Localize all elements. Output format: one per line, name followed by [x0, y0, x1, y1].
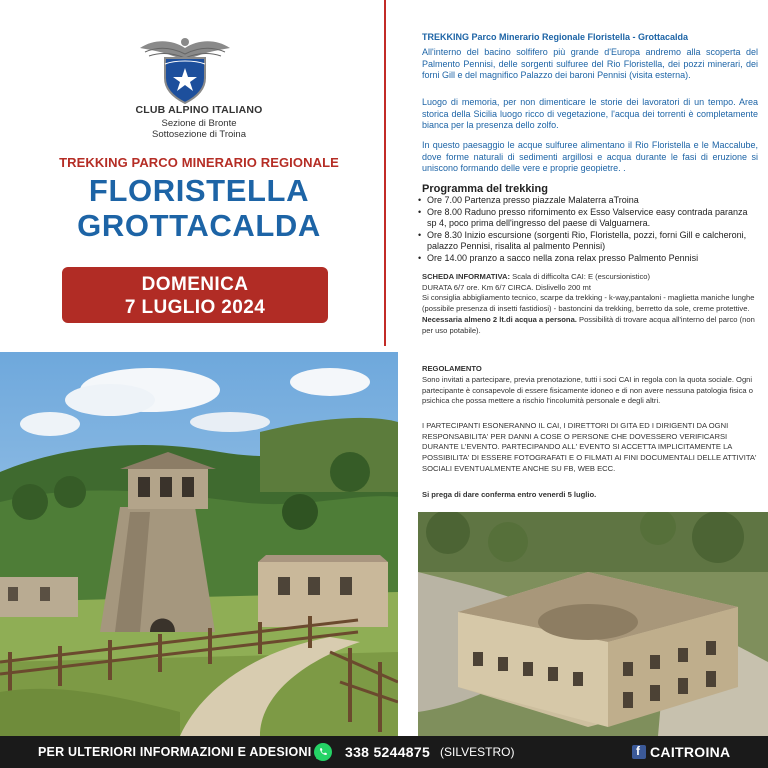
- program-item: • Ore 8.30 Inizio escursione (sorgenti Rio, Floristella, pozzi, forni Gill e calcheroni, palazzo Pennisi, risalita al palmento Pennisi): [418, 230, 758, 253]
- rules-disclaimer: I PARTECIPANTI ESONERANNO IL CAI, I DIRETTORI DI GITA ED I DIRIGENTI DA OGNI RESPONSABILITA' PER DANNI A COSE O PERSONE CHE DOVESSERO VERIFICARSI DURANTE L'EVENTO. PARTECIPANDO ALL' EVENTO SI ACCETTA IMPLICITAMENTE LA POSSIBILITA' DI ESSERE FOTOGRAFATI E O FILMATI AI FINI DOCUMENTALI DELLE ATTIVITA' SOCIALI EVENTUALMENTE ANCHE SU FB, WEB ECC.: [422, 421, 757, 473]
- info-sheet-equipment: Si consiglia abbigliamento tecnico, scarpe da trekking - k-way,pantaloni - maglietta maniche lunghe (possibile presenza di insetti fastidiosi) - bastoncini da trekking, berretto da sole, creme protettive.: [422, 293, 755, 314]
- event-subtitle: TREKKING PARCO MINERARIO REGIONALE: [59, 155, 339, 170]
- tower-photo: [0, 352, 398, 736]
- footer-contact-name: (SILVESTRO): [440, 745, 515, 759]
- event-title-line2: GROTTACALDA: [77, 208, 321, 243]
- water-text: Possibilità di trovare acqua all'interno del parco (non per uso potabile).: [422, 314, 755, 335]
- footer-info: PER ULTERIORI INFORMAZIONI E ADESIONI: [38, 745, 312, 759]
- details-paragraph-1: All'interno del bacino solfifero più grande d'Europa andremo alla scoperta del Palmento Pennisi, delle sorgenti sulfuree del Rio Floristella, dei pozzi minerari, dei forni Gill e del magnifico Palazzo dei baroni Pennisi (visita esterna).: [422, 47, 758, 81]
- palazzo-aerial-image: [418, 512, 768, 736]
- club-subsection: Sottosezione di Troina: [151, 129, 246, 140]
- details-paragraph-3: In questo paesaggio le acque sulfuree alimentano il Rio Floristella e le Maccalube, dove forme naturali di sedimenti argillosi e acqua durante le fasi di eruzione si uniscono formando delle vere e proprie geopietre. .: [422, 140, 758, 174]
- cai-eagle-icon: [135, 30, 235, 105]
- program-list: [418, 195, 758, 265]
- details-paragraph-2: Luogo di memoria, per non dimenticare le storie dei lavoratori di un tempo. Area storica della Sicilia luogo ricco di vegetazione, l'acqua dei torrenti è completamente bianca per la presenza dello zolfo.: [422, 97, 758, 131]
- program-item: • Ore 7.00 Partenza presso piazzale Malaterra aTroina: [418, 195, 758, 207]
- info-sheet: [422, 272, 758, 336]
- palazzo-photo: [418, 512, 768, 736]
- club-name: CLUB ALPINO ITALIANO: [135, 104, 263, 116]
- program-item: • Ore 14.00 pranzo a sacco nella zona relax presso Palmento Pennisi: [418, 253, 758, 265]
- rules-text: Sono invitati a partecipare, previa prenotazione, tutti i soci CAI in regola con la quota sociale. Ogni partecipante è consapevole di essere fisicamente idoneo e di non avere nessuna patologia fisica o psichica che possa mettere a rischio l'incolumità personale e degli altri.: [422, 375, 753, 406]
- facebook-icon: [632, 745, 646, 759]
- whatsapp-icon: [313, 742, 333, 762]
- club-section: Sezione di Bronte: [161, 118, 237, 129]
- info-sheet-difficulty: Scala di difficolta CAI: E (escursionistico): [510, 272, 651, 281]
- details-heading: TREKKING Parco Minerario Regionale Floristella - Grottacalda: [422, 32, 689, 42]
- rules-title: REGOLAMENTO: [422, 364, 482, 373]
- header-left: [0, 0, 398, 352]
- footer-phone[interactable]: 338 5244875: [345, 744, 431, 760]
- water-label: Necessaria almeno 2 lt.di acqua a persona.: [422, 314, 577, 324]
- footer-bar: [0, 736, 768, 768]
- confirmation-note: Si prega di dare conferma entro venerdi 5 luglio.: [422, 490, 597, 499]
- details-column: [408, 0, 768, 512]
- divider-line: [384, 0, 386, 346]
- event-title-line1: FLORISTELLA: [88, 173, 310, 208]
- event-day: DOMENICA: [141, 274, 249, 295]
- event-date-badge: [62, 267, 328, 323]
- info-sheet-duration: DURATA 6/7 ore. Km 6/7 CIRCA. Dislivello 200 mt: [422, 282, 591, 292]
- tower-landscape-image: [0, 352, 398, 736]
- info-sheet-label: SCHEDA INFORMATIVA:: [422, 272, 511, 281]
- event-date: 7 LUGLIO 2024: [124, 297, 266, 318]
- program-item: • Ore 8.00 Raduno presso rifornimento ex Esso Valservice easy contrada paranza sp 4, poco prima dell'ingresso del paese di Valguarnera.: [418, 207, 758, 230]
- footer-facebook-page[interactable]: CAITROINA: [650, 744, 731, 760]
- program-title: Programma del trekking: [422, 183, 548, 195]
- facebook-glyph: f: [636, 744, 640, 758]
